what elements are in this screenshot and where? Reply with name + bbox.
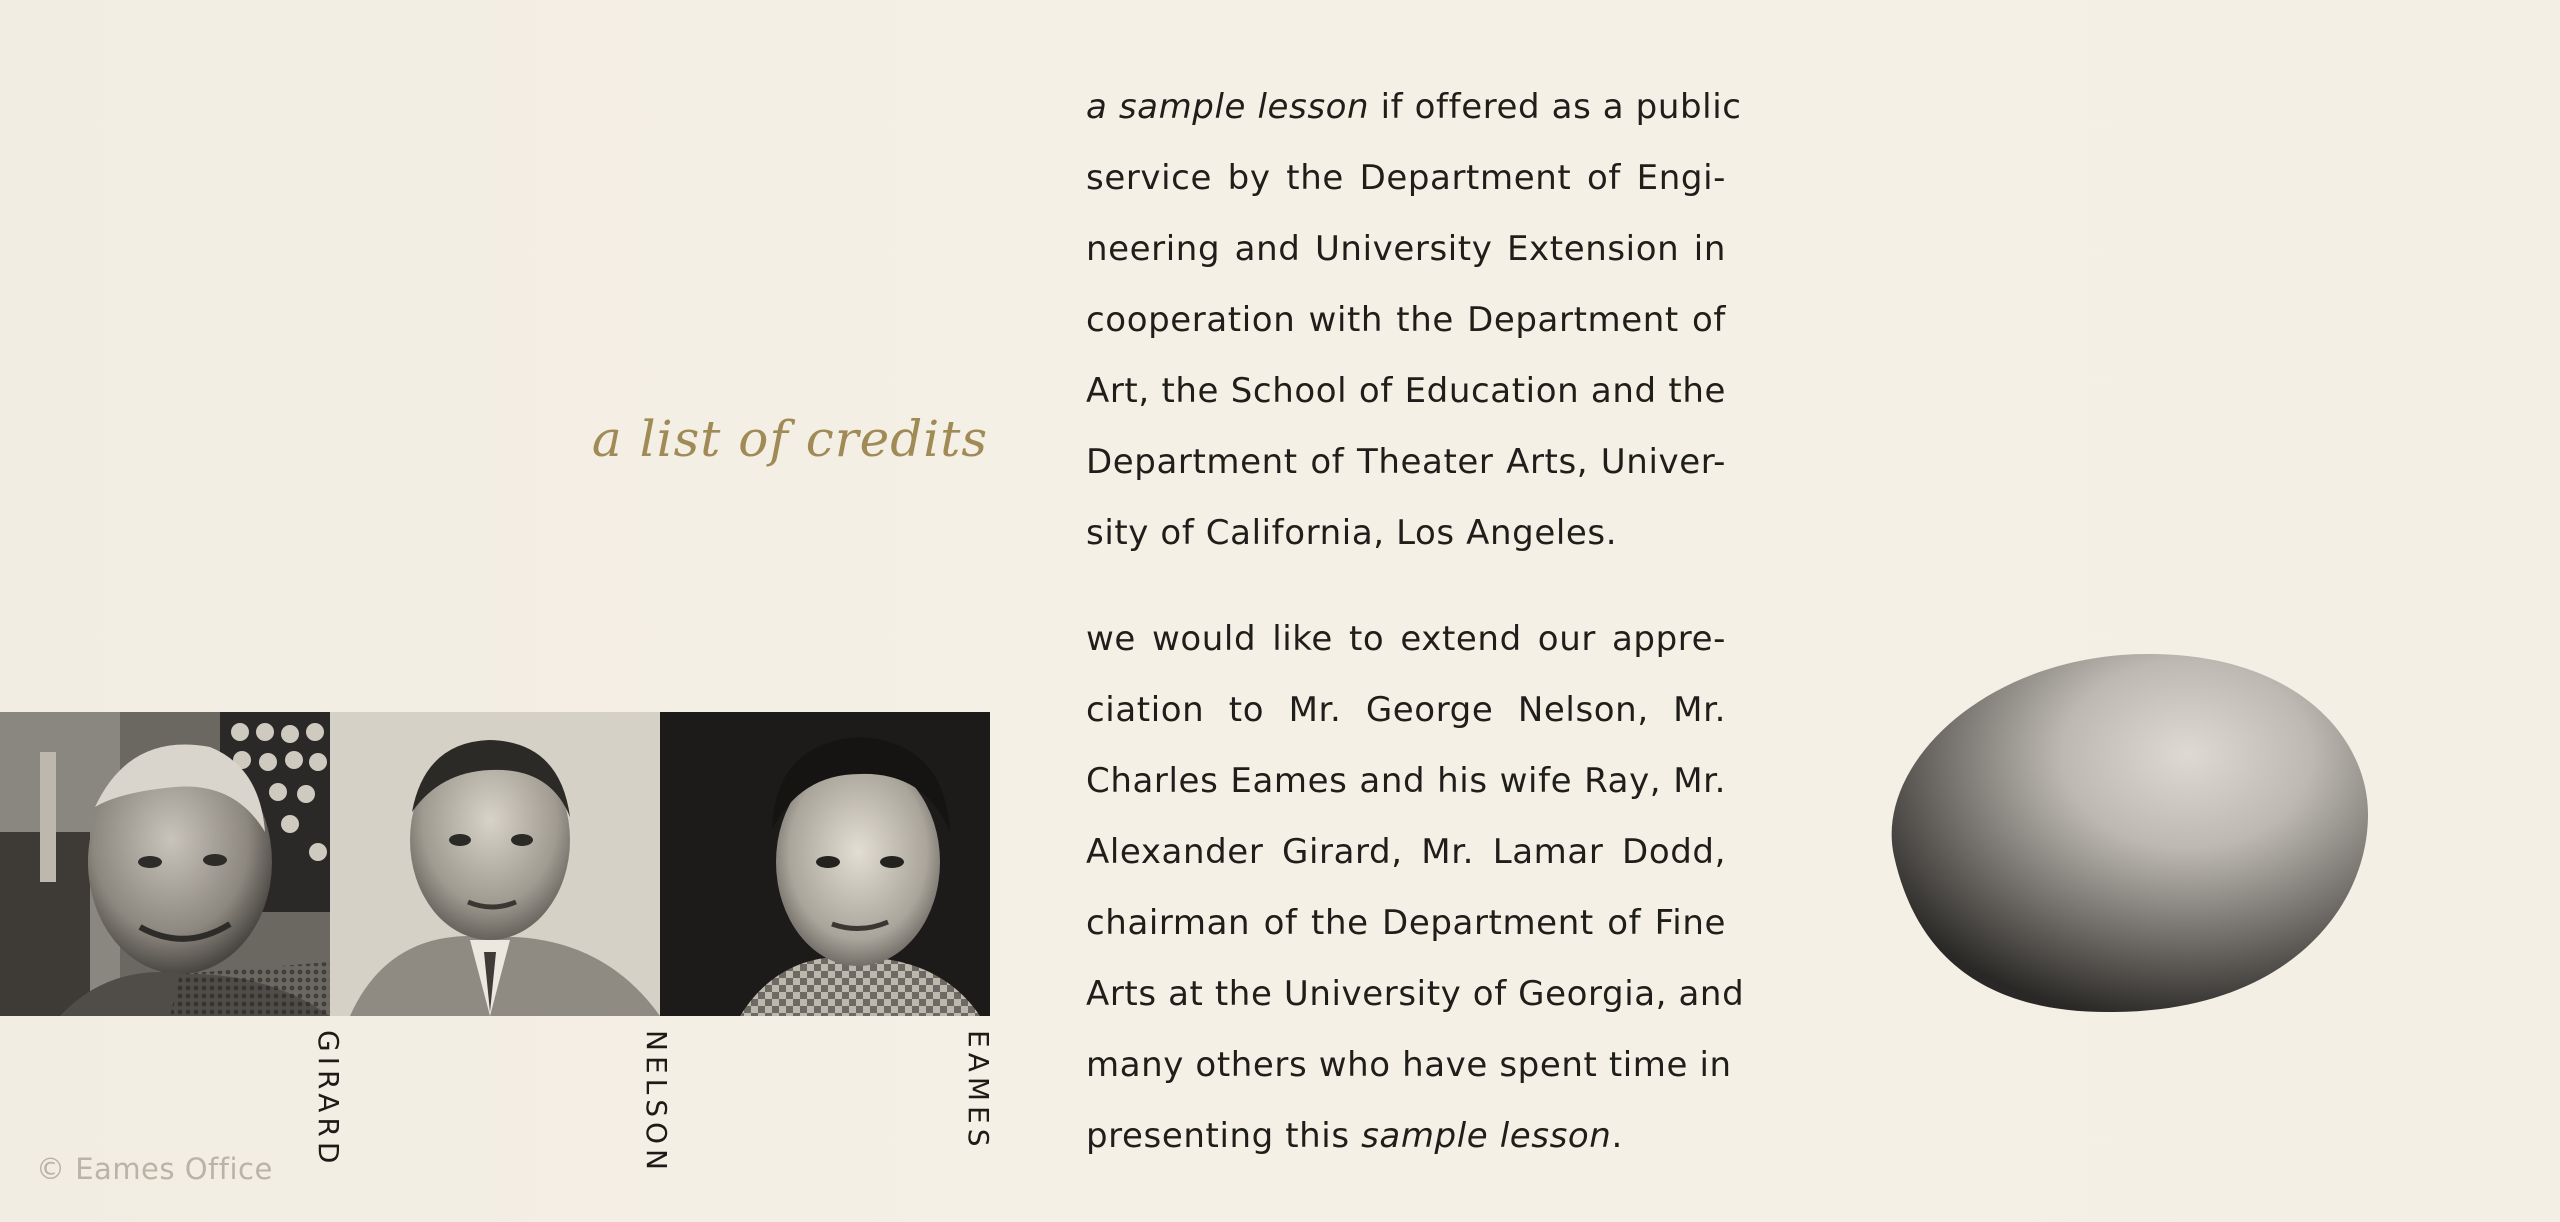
text-line: Arts at the University of Georgia, and xyxy=(1086,974,1745,1014)
text-line xyxy=(1086,1101,1726,1172)
italic-phrase: sample lesson xyxy=(1361,1116,1612,1156)
text-line: ciation to Mr. George Nelson, Mr. xyxy=(1086,690,1726,730)
text-column xyxy=(1086,72,1745,1172)
portrait-name-eames: EAMES xyxy=(962,1030,995,1152)
text-line: Charles Eames and his wife Ray, Mr. xyxy=(1086,761,1726,801)
line-text: . xyxy=(1611,1116,1623,1156)
portrait-eames xyxy=(660,712,990,1016)
girard-photo xyxy=(0,712,330,1016)
text-line: many others who have spent time in xyxy=(1086,1045,1732,1085)
text-line: chairman of the Department of Fine xyxy=(1086,903,1726,943)
text-line: Department of Theater Arts, Univer- xyxy=(1086,442,1726,482)
line-text: if offered as a public xyxy=(1369,87,1742,127)
nelson-photo xyxy=(330,712,660,1016)
portrait-name-nelson: NELSON xyxy=(640,1030,673,1175)
portrait-name-girard: GIRARD xyxy=(312,1030,345,1169)
egg-illustration xyxy=(1864,646,2372,1018)
copyright-watermark: © Eames Office xyxy=(36,1152,273,1186)
eames-photo xyxy=(660,712,990,1016)
text-line: sity of California, Los Angeles. xyxy=(1086,513,1618,553)
text-line: Art, the School of Education and the xyxy=(1086,371,1726,411)
text-line xyxy=(1086,72,1742,143)
portrait-strip xyxy=(0,712,990,1016)
credits-heading: a list of credits xyxy=(591,410,988,468)
text-line: we would like to extend our appre- xyxy=(1086,619,1726,659)
italic-phrase: a sample lesson xyxy=(1086,87,1370,127)
text-line: cooperation with the Department of xyxy=(1086,300,1726,340)
line-text: presenting this xyxy=(1086,1116,1362,1156)
portrait-nelson xyxy=(330,712,660,1016)
paragraph-sponsors xyxy=(1086,72,1742,569)
text-line: service by the Department of Engi- xyxy=(1086,158,1726,198)
text-line: Alexander Girard, Mr. Lamar Dodd, xyxy=(1086,832,1726,872)
paragraph-appreciation xyxy=(1086,604,1745,1172)
text-line: neering and University Extension in xyxy=(1086,229,1726,269)
portrait-girard xyxy=(0,712,330,1016)
